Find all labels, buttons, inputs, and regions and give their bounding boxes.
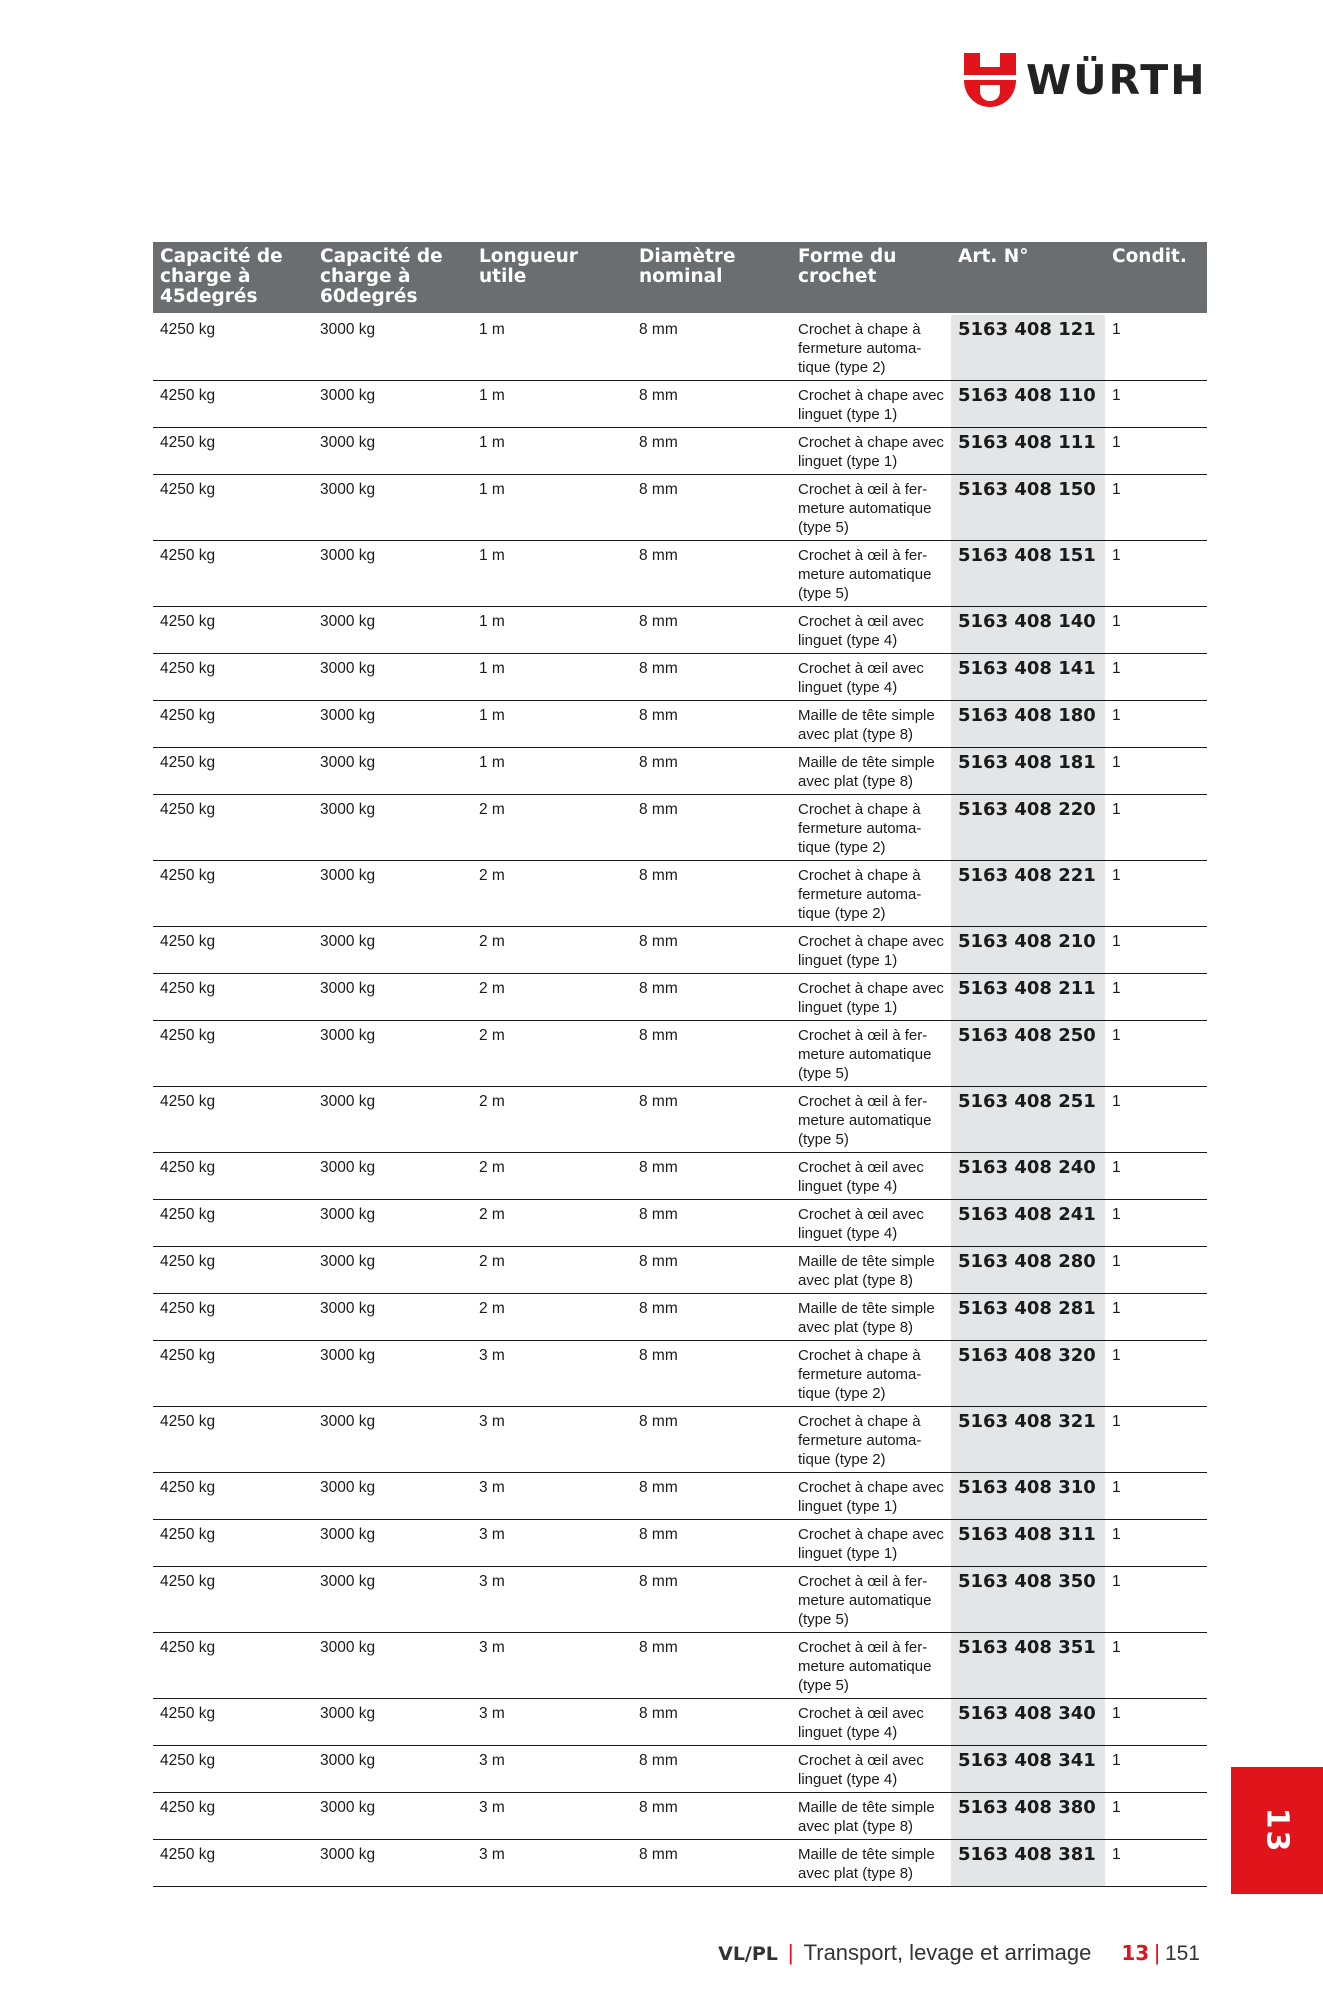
nominal-diameter-cell: 8 mm	[632, 314, 791, 380]
article-number-cell: 5163 408 381	[951, 1839, 1105, 1886]
capacity-60-cell: 3000 kg	[313, 1406, 472, 1472]
useful-length-cell: 3 m	[472, 1519, 632, 1566]
capacity-60-cell: 3000 kg	[313, 1293, 472, 1340]
capacity-60-cell: 3000 kg	[313, 1086, 472, 1152]
header-useful-length: Longueur utile	[472, 242, 632, 314]
nominal-diameter-cell: 8 mm	[632, 540, 791, 606]
table-row	[153, 1086, 1207, 1152]
capacity-45-cell: 4250 kg	[153, 1745, 313, 1792]
hook-shape-cell: Crochet à œil à fer-meture automatique (type 5)	[791, 540, 951, 606]
capacity-45-cell: 4250 kg	[153, 1519, 313, 1566]
hook-shape-cell: Crochet à œil à fer-meture automatique (type 5)	[791, 1566, 951, 1632]
article-number-cell: 5163 408 321	[951, 1406, 1105, 1472]
useful-length-cell: 2 m	[472, 1152, 632, 1199]
table-row	[153, 314, 1207, 380]
capacity-45-cell: 4250 kg	[153, 1086, 313, 1152]
table-row	[153, 1293, 1207, 1340]
hook-shape-cell: Crochet à chape avec linguet (type 1)	[791, 926, 951, 973]
capacity-60-cell: 3000 kg	[313, 1199, 472, 1246]
article-number-cell: 5163 408 380	[951, 1792, 1105, 1839]
article-number-cell: 5163 408 310	[951, 1472, 1105, 1519]
capacity-45-cell: 4250 kg	[153, 747, 313, 794]
header-capacity-60: Capacité de charge à 60degrés	[313, 242, 472, 314]
nominal-diameter-cell: 8 mm	[632, 1340, 791, 1406]
footer-separator: |	[787, 1940, 794, 1965]
packaging-cell: 1	[1105, 973, 1207, 1020]
capacity-45-cell: 4250 kg	[153, 1246, 313, 1293]
hook-shape-cell: Crochet à œil à fer-meture automatique (type 5)	[791, 1086, 951, 1152]
nominal-diameter-cell: 8 mm	[632, 1839, 791, 1886]
table-row	[153, 380, 1207, 427]
useful-length-cell: 1 m	[472, 380, 632, 427]
header-hook-shape: Forme du crochet	[791, 242, 951, 314]
useful-length-cell: 2 m	[472, 1199, 632, 1246]
capacity-45-cell: 4250 kg	[153, 474, 313, 540]
nominal-diameter-cell: 8 mm	[632, 860, 791, 926]
hook-shape-cell: Crochet à œil à fer-meture automatique (type 5)	[791, 1632, 951, 1698]
packaging-cell: 1	[1105, 1293, 1207, 1340]
article-number-cell: 5163 408 210	[951, 926, 1105, 973]
nominal-diameter-cell: 8 mm	[632, 794, 791, 860]
table-row	[153, 1406, 1207, 1472]
capacity-60-cell: 3000 kg	[313, 1566, 472, 1632]
capacity-45-cell: 4250 kg	[153, 926, 313, 973]
table-row	[153, 926, 1207, 973]
table-row	[153, 860, 1207, 926]
table-row	[153, 1020, 1207, 1086]
useful-length-cell: 3 m	[472, 1745, 632, 1792]
packaging-cell: 1	[1105, 1472, 1207, 1519]
useful-length-cell: 1 m	[472, 474, 632, 540]
useful-length-cell: 3 m	[472, 1839, 632, 1886]
capacity-60-cell: 3000 kg	[313, 653, 472, 700]
useful-length-cell: 2 m	[472, 973, 632, 1020]
table-row	[153, 1340, 1207, 1406]
capacity-60-cell: 3000 kg	[313, 1519, 472, 1566]
capacity-45-cell: 4250 kg	[153, 1632, 313, 1698]
article-number-cell: 5163 408 320	[951, 1340, 1105, 1406]
chapter-tab[interactable]	[1231, 1767, 1323, 1894]
useful-length-cell: 1 m	[472, 700, 632, 747]
capacity-60-cell: 3000 kg	[313, 747, 472, 794]
nominal-diameter-cell: 8 mm	[632, 1246, 791, 1293]
header-nominal-diameter: Diamètre nominal	[632, 242, 791, 314]
wurth-logo	[964, 52, 1212, 108]
packaging-cell: 1	[1105, 1020, 1207, 1086]
useful-length-cell: 1 m	[472, 427, 632, 474]
header-article-number: Art. N°	[951, 242, 1105, 314]
hook-shape-cell: Crochet à chape avec linguet (type 1)	[791, 380, 951, 427]
article-number-cell: 5163 408 180	[951, 700, 1105, 747]
nominal-diameter-cell: 8 mm	[632, 1632, 791, 1698]
capacity-45-cell: 4250 kg	[153, 1566, 313, 1632]
hook-shape-cell: Crochet à chape à fermeture automa-tique (type 2)	[791, 860, 951, 926]
useful-length-cell: 3 m	[472, 1472, 632, 1519]
table-row	[153, 1839, 1207, 1886]
hook-shape-cell: Maille de tête simple avec plat (type 8)	[791, 1246, 951, 1293]
capacity-60-cell: 3000 kg	[313, 314, 472, 380]
useful-length-cell: 1 m	[472, 747, 632, 794]
packaging-cell: 1	[1105, 427, 1207, 474]
capacity-45-cell: 4250 kg	[153, 1020, 313, 1086]
nominal-diameter-cell: 8 mm	[632, 380, 791, 427]
useful-length-cell: 2 m	[472, 926, 632, 973]
article-number-cell: 5163 408 240	[951, 1152, 1105, 1199]
capacity-60-cell: 3000 kg	[313, 926, 472, 973]
packaging-cell: 1	[1105, 1152, 1207, 1199]
table-row	[153, 1745, 1207, 1792]
nominal-diameter-cell: 8 mm	[632, 1566, 791, 1632]
capacity-45-cell: 4250 kg	[153, 1293, 313, 1340]
capacity-60-cell: 3000 kg	[313, 474, 472, 540]
packaging-cell: 1	[1105, 794, 1207, 860]
nominal-diameter-cell: 8 mm	[632, 606, 791, 653]
table-row	[153, 1792, 1207, 1839]
article-number-cell: 5163 408 340	[951, 1698, 1105, 1745]
useful-length-cell: 3 m	[472, 1406, 632, 1472]
nominal-diameter-cell: 8 mm	[632, 1152, 791, 1199]
hook-shape-cell: Crochet à œil avec linguet (type 4)	[791, 1698, 951, 1745]
table-row	[153, 540, 1207, 606]
hook-shape-cell: Crochet à œil avec linguet (type 4)	[791, 1152, 951, 1199]
article-number-cell: 5163 408 350	[951, 1566, 1105, 1632]
nominal-diameter-cell: 8 mm	[632, 973, 791, 1020]
table-body	[153, 314, 1207, 1886]
capacity-45-cell: 4250 kg	[153, 1199, 313, 1246]
hook-shape-cell: Crochet à œil avec linguet (type 4)	[791, 653, 951, 700]
capacity-45-cell: 4250 kg	[153, 1792, 313, 1839]
useful-length-cell: 2 m	[472, 1293, 632, 1340]
capacity-45-cell: 4250 kg	[153, 427, 313, 474]
packaging-cell: 1	[1105, 314, 1207, 380]
nominal-diameter-cell: 8 mm	[632, 474, 791, 540]
packaging-cell: 1	[1105, 1839, 1207, 1886]
hook-shape-cell: Crochet à œil avec linguet (type 4)	[791, 606, 951, 653]
useful-length-cell: 2 m	[472, 1086, 632, 1152]
article-number-cell: 5163 408 111	[951, 427, 1105, 474]
capacity-45-cell: 4250 kg	[153, 653, 313, 700]
useful-length-cell: 2 m	[472, 794, 632, 860]
nominal-diameter-cell: 8 mm	[632, 1406, 791, 1472]
useful-length-cell: 3 m	[472, 1698, 632, 1745]
packaging-cell: 1	[1105, 1086, 1207, 1152]
capacity-45-cell: 4250 kg	[153, 860, 313, 926]
article-number-cell: 5163 408 110	[951, 380, 1105, 427]
packaging-cell: 1	[1105, 606, 1207, 653]
hook-shape-cell: Maille de tête simple avec plat (type 8)	[791, 700, 951, 747]
nominal-diameter-cell: 8 mm	[632, 1472, 791, 1519]
useful-length-cell: 2 m	[472, 1020, 632, 1086]
article-number-cell: 5163 408 341	[951, 1745, 1105, 1792]
table-row	[153, 1246, 1207, 1293]
table-row	[153, 1566, 1207, 1632]
nominal-diameter-cell: 8 mm	[632, 926, 791, 973]
table-row	[153, 606, 1207, 653]
table-row	[153, 1472, 1207, 1519]
capacity-45-cell: 4250 kg	[153, 1698, 313, 1745]
hook-shape-cell: Maille de tête simple avec plat (type 8)	[791, 1792, 951, 1839]
header-capacity-45: Capacité de charge à 45degrés	[153, 242, 313, 314]
capacity-60-cell: 3000 kg	[313, 1632, 472, 1698]
article-number-cell: 5163 408 121	[951, 314, 1105, 380]
nominal-diameter-cell: 8 mm	[632, 1745, 791, 1792]
useful-length-cell: 1 m	[472, 653, 632, 700]
capacity-45-cell: 4250 kg	[153, 1839, 313, 1886]
page-footer	[718, 1940, 1200, 1966]
packaging-cell: 1	[1105, 1406, 1207, 1472]
packaging-cell: 1	[1105, 1632, 1207, 1698]
packaging-cell: 1	[1105, 540, 1207, 606]
article-number-cell: 5163 408 280	[951, 1246, 1105, 1293]
article-number-cell: 5163 408 150	[951, 474, 1105, 540]
hook-shape-cell: Crochet à œil à fer-meture automatique (type 5)	[791, 474, 951, 540]
table-row	[153, 474, 1207, 540]
table-row	[153, 973, 1207, 1020]
packaging-cell: 1	[1105, 1698, 1207, 1745]
nominal-diameter-cell: 8 mm	[632, 1020, 791, 1086]
capacity-60-cell: 3000 kg	[313, 860, 472, 926]
article-number-cell: 5163 408 351	[951, 1632, 1105, 1698]
article-number-cell: 5163 408 211	[951, 973, 1105, 1020]
nominal-diameter-cell: 8 mm	[632, 1086, 791, 1152]
table-row	[153, 653, 1207, 700]
packaging-cell: 1	[1105, 1199, 1207, 1246]
hook-shape-cell: Crochet à chape à fermeture automa-tique (type 2)	[791, 314, 951, 380]
capacity-60-cell: 3000 kg	[313, 1698, 472, 1745]
capacity-60-cell: 3000 kg	[313, 427, 472, 474]
capacity-60-cell: 3000 kg	[313, 973, 472, 1020]
capacity-60-cell: 3000 kg	[313, 380, 472, 427]
table-row	[153, 1199, 1207, 1246]
hook-shape-cell: Crochet à chape à fermeture automa-tique (type 2)	[791, 794, 951, 860]
nominal-diameter-cell: 8 mm	[632, 700, 791, 747]
capacity-45-cell: 4250 kg	[153, 380, 313, 427]
packaging-cell: 1	[1105, 1745, 1207, 1792]
useful-length-cell: 1 m	[472, 606, 632, 653]
article-number-cell: 5163 408 140	[951, 606, 1105, 653]
table-row	[153, 794, 1207, 860]
hook-shape-cell: Crochet à chape à fermeture automa-tique (type 2)	[791, 1340, 951, 1406]
capacity-45-cell: 4250 kg	[153, 1340, 313, 1406]
packaging-cell: 1	[1105, 474, 1207, 540]
article-number-cell: 5163 408 281	[951, 1293, 1105, 1340]
table-row	[153, 1632, 1207, 1698]
hook-shape-cell: Maille de tête simple avec plat (type 8)	[791, 747, 951, 794]
hook-shape-cell: Crochet à œil avec linguet (type 4)	[791, 1199, 951, 1246]
packaging-cell: 1	[1105, 380, 1207, 427]
useful-length-cell: 3 m	[472, 1340, 632, 1406]
article-number-cell: 5163 408 220	[951, 794, 1105, 860]
article-number-cell: 5163 408 251	[951, 1086, 1105, 1152]
useful-length-cell: 2 m	[472, 860, 632, 926]
hook-shape-cell: Maille de tête simple avec plat (type 8)	[791, 1839, 951, 1886]
capacity-60-cell: 3000 kg	[313, 606, 472, 653]
nominal-diameter-cell: 8 mm	[632, 1293, 791, 1340]
capacity-60-cell: 3000 kg	[313, 1745, 472, 1792]
footer-chapter: 13	[1121, 1941, 1150, 1965]
useful-length-cell: 2 m	[472, 1246, 632, 1293]
capacity-60-cell: 3000 kg	[313, 1792, 472, 1839]
packaging-cell: 1	[1105, 747, 1207, 794]
capacity-45-cell: 4250 kg	[153, 1406, 313, 1472]
nominal-diameter-cell: 8 mm	[632, 653, 791, 700]
table-row	[153, 1152, 1207, 1199]
hook-shape-cell: Maille de tête simple avec plat (type 8)	[791, 1293, 951, 1340]
capacity-45-cell: 4250 kg	[153, 973, 313, 1020]
packaging-cell: 1	[1105, 860, 1207, 926]
brand-name: WÜRTH	[1026, 55, 1207, 104]
table-header	[153, 242, 1207, 314]
useful-length-cell: 3 m	[472, 1566, 632, 1632]
capacity-60-cell: 3000 kg	[313, 1020, 472, 1086]
capacity-45-cell: 4250 kg	[153, 1472, 313, 1519]
capacity-45-cell: 4250 kg	[153, 700, 313, 747]
packaging-cell: 1	[1105, 926, 1207, 973]
packaging-cell: 1	[1105, 1519, 1207, 1566]
hook-shape-cell: Crochet à chape avec linguet (type 1)	[791, 1519, 951, 1566]
capacity-45-cell: 4250 kg	[153, 794, 313, 860]
article-number-cell: 5163 408 151	[951, 540, 1105, 606]
chapter-tab-number: 13	[1259, 1807, 1295, 1854]
capacity-45-cell: 4250 kg	[153, 540, 313, 606]
header-packaging: Condit.	[1105, 242, 1207, 314]
useful-length-cell: 1 m	[472, 314, 632, 380]
capacity-60-cell: 3000 kg	[313, 1472, 472, 1519]
hook-shape-cell: Crochet à œil à fer-meture automatique (type 5)	[791, 1020, 951, 1086]
product-table	[153, 242, 1207, 1887]
capacity-60-cell: 3000 kg	[313, 1839, 472, 1886]
packaging-cell: 1	[1105, 1566, 1207, 1632]
capacity-60-cell: 3000 kg	[313, 794, 472, 860]
article-number-cell: 5163 408 250	[951, 1020, 1105, 1086]
packaging-cell: 1	[1105, 700, 1207, 747]
footer-section: VL/PL	[718, 1943, 778, 1965]
article-number-cell: 5163 408 311	[951, 1519, 1105, 1566]
packaging-cell: 1	[1105, 1340, 1207, 1406]
useful-length-cell: 1 m	[472, 540, 632, 606]
footer-title: Transport, levage et arrimage	[803, 1940, 1092, 1965]
packaging-cell: 1	[1105, 1792, 1207, 1839]
nominal-diameter-cell: 8 mm	[632, 427, 791, 474]
article-number-cell: 5163 408 221	[951, 860, 1105, 926]
hook-shape-cell: Crochet à œil avec linguet (type 4)	[791, 1745, 951, 1792]
nominal-diameter-cell: 8 mm	[632, 747, 791, 794]
useful-length-cell: 3 m	[472, 1792, 632, 1839]
hook-shape-cell: Crochet à chape à fermeture automa-tique (type 2)	[791, 1406, 951, 1472]
capacity-60-cell: 3000 kg	[313, 700, 472, 747]
nominal-diameter-cell: 8 mm	[632, 1519, 791, 1566]
capacity-45-cell: 4250 kg	[153, 606, 313, 653]
table-row	[153, 747, 1207, 794]
hook-shape-cell: Crochet à chape avec linguet (type 1)	[791, 973, 951, 1020]
hook-shape-cell: Crochet à chape avec linguet (type 1)	[791, 1472, 951, 1519]
wurth-emblem-icon	[964, 53, 1016, 107]
packaging-cell: 1	[1105, 1246, 1207, 1293]
capacity-60-cell: 3000 kg	[313, 540, 472, 606]
footer-page-number: 151	[1164, 1942, 1200, 1965]
article-number-cell: 5163 408 181	[951, 747, 1105, 794]
table-row	[153, 700, 1207, 747]
nominal-diameter-cell: 8 mm	[632, 1199, 791, 1246]
capacity-45-cell: 4250 kg	[153, 314, 313, 380]
table-row	[153, 1519, 1207, 1566]
footer-page-separator: |	[1154, 1940, 1160, 1965]
useful-length-cell: 3 m	[472, 1632, 632, 1698]
header-row	[153, 242, 1207, 314]
nominal-diameter-cell: 8 mm	[632, 1792, 791, 1839]
table-row	[153, 1698, 1207, 1745]
table-row	[153, 427, 1207, 474]
article-number-cell: 5163 408 141	[951, 653, 1105, 700]
packaging-cell: 1	[1105, 653, 1207, 700]
nominal-diameter-cell: 8 mm	[632, 1698, 791, 1745]
hook-shape-cell: Crochet à chape avec linguet (type 1)	[791, 427, 951, 474]
capacity-60-cell: 3000 kg	[313, 1340, 472, 1406]
capacity-60-cell: 3000 kg	[313, 1152, 472, 1199]
article-number-cell: 5163 408 241	[951, 1199, 1105, 1246]
capacity-45-cell: 4250 kg	[153, 1152, 313, 1199]
capacity-60-cell: 3000 kg	[313, 1246, 472, 1293]
